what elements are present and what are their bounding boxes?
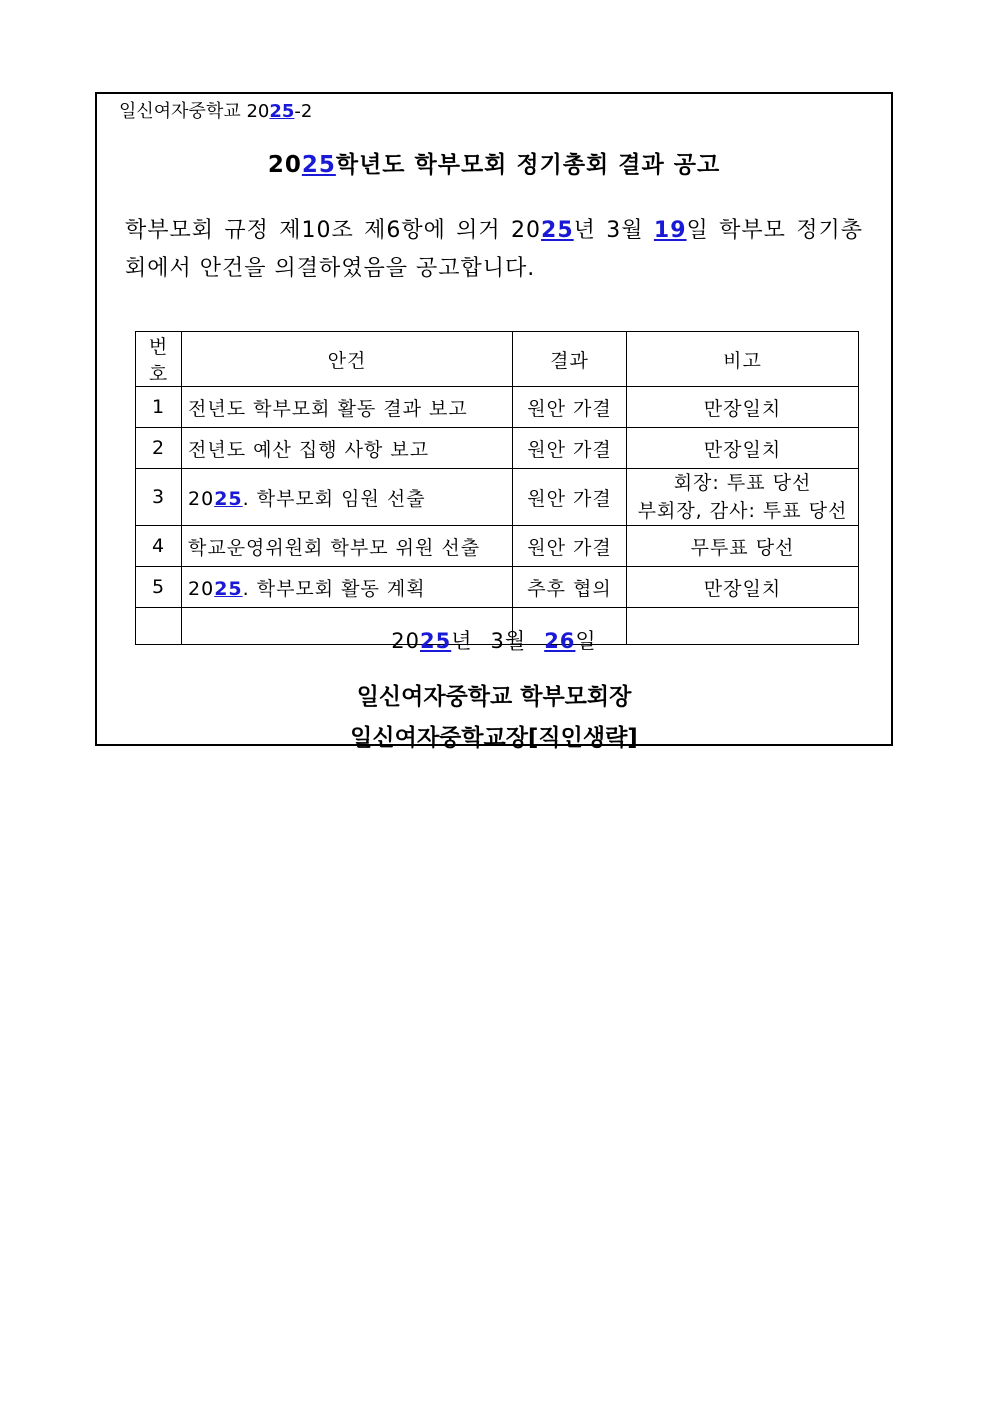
header-result: 결과 — [513, 332, 627, 387]
header-no: 번호 — [136, 332, 182, 387]
doc-number-year-prefix: 20 — [246, 101, 270, 122]
notice-title — [97, 146, 891, 179]
row-note: 만장일치 — [627, 387, 859, 428]
row-no: 4 — [136, 526, 182, 567]
row-item: 전년도 예산 집행 사항 보고 — [182, 428, 513, 469]
row-note-line2: 부회장, 감사: 투표 당선 — [637, 500, 848, 522]
signature-date — [97, 625, 891, 655]
table-row — [136, 469, 859, 526]
body-part1: 학부모회 규정 제10조 제6항에 의거 20 — [125, 218, 542, 243]
body-year-highlight: 25 — [541, 218, 574, 243]
row-item — [182, 567, 513, 608]
row-note: 만장일치 — [627, 567, 859, 608]
header-item: 안건 — [182, 332, 513, 387]
doc-number-suffix: -2 — [294, 101, 313, 122]
row-item: 학교운영위원회 학부모 위원 선출 — [182, 526, 513, 567]
row-note: 무투표 당선 — [627, 526, 859, 567]
table-row — [136, 387, 859, 428]
signature-pta-president: 일신여자중학교 학부모회장 — [356, 684, 632, 710]
row-note-line1: 회장: 투표 당선 — [673, 472, 812, 494]
date-year-highlight: 25 — [420, 629, 452, 653]
row-no: 3 — [136, 469, 182, 526]
row-no: 5 — [136, 567, 182, 608]
row-no: 1 — [136, 387, 182, 428]
row-item-prefix: 20 — [188, 487, 215, 510]
signature-principal: 일신여자중학교장[직인생략] — [350, 725, 638, 751]
table-header-row — [136, 332, 859, 387]
row-result: 원안 가결 — [513, 428, 627, 469]
row-result: 추후 협의 — [513, 567, 627, 608]
row-note: 만장일치 — [627, 428, 859, 469]
row-result: 원안 가결 — [513, 387, 627, 428]
title-year-prefix: 20 — [267, 152, 302, 178]
body-day-highlight: 19 — [653, 218, 687, 243]
row-item-year-highlight: 25 — [214, 487, 243, 510]
table-row — [136, 567, 859, 608]
row-item-rest: . 학부모회 임원 선출 — [242, 487, 426, 510]
table-row — [136, 428, 859, 469]
body-part3: 일 학부모 정기총회에서 안건을 의결하였음을 공고합니다. — [125, 218, 863, 281]
document-number — [119, 97, 312, 123]
header-note: 비고 — [627, 332, 859, 387]
row-item: 전년도 학부모회 활동 결과 보고 — [182, 387, 513, 428]
row-note — [627, 469, 859, 526]
row-result: 원안 가결 — [513, 469, 627, 526]
notice-body — [125, 212, 863, 288]
notice-frame — [95, 92, 893, 751]
doc-number-school: 일신여자중학교 — [119, 101, 241, 122]
table-row — [136, 526, 859, 567]
row-item-year-highlight: 25 — [214, 577, 243, 600]
date-year-prefix: 20 — [391, 629, 420, 653]
title-year-highlight: 25 — [301, 152, 336, 178]
row-no: 2 — [136, 428, 182, 469]
row-item — [182, 469, 513, 526]
date-year-unit: 년 — [451, 629, 473, 653]
title-rest: 학년도 학부모회 정기총회 결과 공고 — [335, 152, 721, 178]
row-result: 원안 가결 — [513, 526, 627, 567]
date-month: 3월 — [490, 629, 527, 653]
body-part2: 년 3월 — [573, 218, 654, 243]
row-item-rest: . 학부모회 활동 계획 — [242, 577, 426, 600]
row-item-prefix: 20 — [188, 577, 215, 600]
doc-number-year-highlight: 25 — [269, 101, 295, 122]
date-day-unit: 일 — [575, 629, 597, 653]
agenda-table — [135, 331, 859, 645]
date-day-highlight: 26 — [544, 629, 576, 653]
